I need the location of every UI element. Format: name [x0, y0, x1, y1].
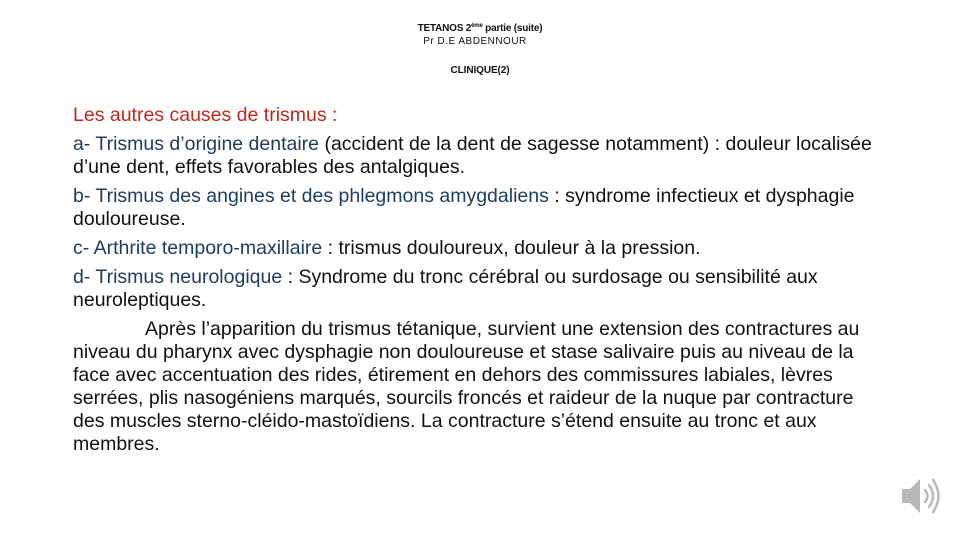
- list-item: [73, 266, 888, 312]
- list-item: [73, 237, 888, 260]
- item-text: : Syndrome du tronc cérébral ou surdosage ou sensibilité aux neuroleptiques.: [73, 266, 818, 311]
- item-text: : syndrome infectieux et dysphagie douloureuse.: [73, 185, 855, 230]
- item-label: c- Arthrite temporo-maxillaire: [73, 237, 323, 259]
- body-paragraph: Après l’apparition du trismus tétanique, survient une extension des contractures au niveau du pharynx avec dysphagie non douloureuse et stase salivaire puis au niveau de la face avec accentuation des rides, étirement en dehors des commissures labiales, lèvres serrées, plis nasogéniens marqués, sourcils froncés et raideur de la nuque par contracture des muscles sterno-cléido-mastoïdiens. La contracture s’étend ensuite au tronc et aux membres.: [73, 318, 860, 455]
- item-text: (accident de la dent de sagesse notamment) : douleur localisée d’une dent, effets favorables des antalgiques.: [73, 133, 872, 178]
- section-title: CLINIQUE(2): [450, 65, 510, 76]
- slide-body: [73, 104, 888, 456]
- slide-title: TETANOS 2ème partie (suite): [417, 23, 543, 34]
- item-label: b- Trismus des angines et des phlegmons amygdaliens: [73, 185, 549, 207]
- item-label: a- Trismus d’origine dentaire: [73, 133, 320, 155]
- list-item: [73, 133, 888, 179]
- speaker-icon[interactable]: [896, 472, 944, 520]
- author-line: Pr D.E ABDENNOUR: [423, 36, 527, 47]
- causes-heading: Les autres causes de trismus :: [73, 104, 338, 126]
- title-superscript: ème: [471, 23, 483, 29]
- list-item: [73, 185, 888, 231]
- item-text: : trismus douloureux, douleur à la pression.: [322, 237, 701, 259]
- item-label: d- Trismus neurologique: [73, 266, 283, 288]
